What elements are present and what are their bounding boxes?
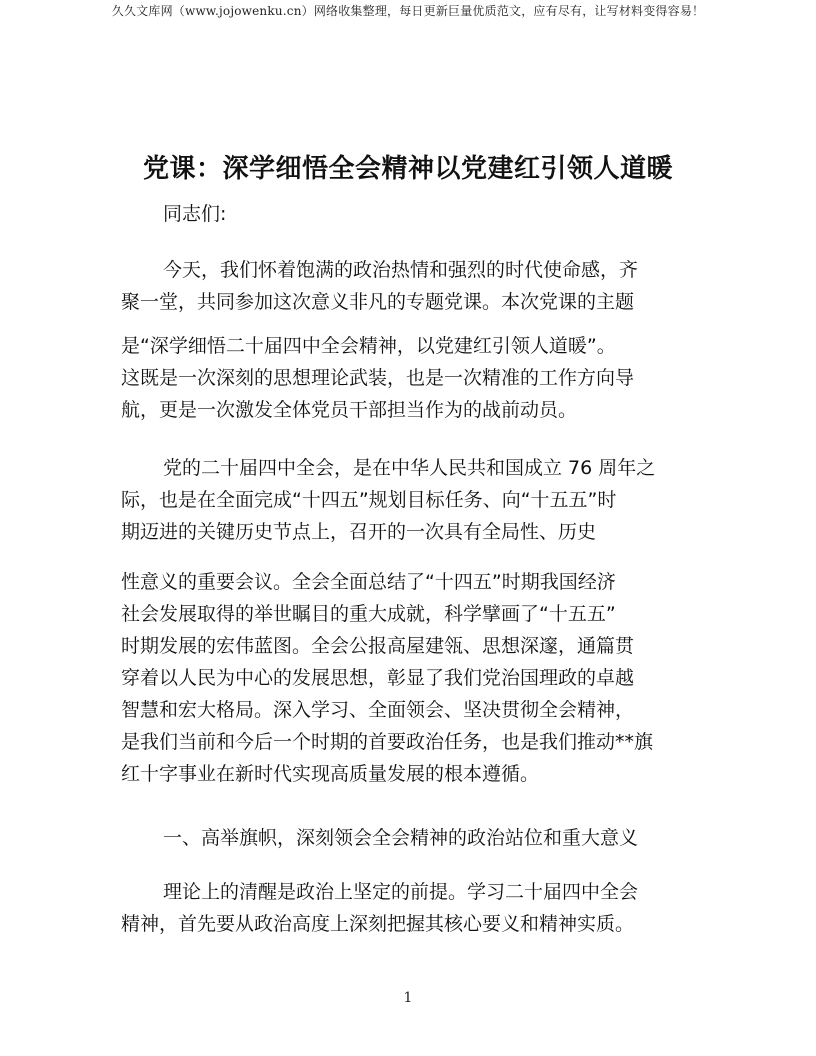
paragraph-line: 这既是一次深刻的思想理论武装，也是一次精准的工作方向导: [121, 367, 635, 389]
paragraph-line: 际，也是在全面完成“十四五”规划目标任务、向“十五五”时: [121, 489, 617, 511]
paragraph-line: 期迈进的关键历史节点上，召开的一次具有全局性、历史: [121, 521, 597, 543]
paragraph-line: 穿着以人民为中心的发展思想，彰显了我们党治国理政的卓越: [121, 667, 635, 689]
paragraph-line: 精神，首先要从政治高度上深刻把握其核心要义和精神实质。: [121, 913, 635, 935]
paragraph-line: 性意义的重要会议。全会全面总结了“十四五”时期我国经济: [121, 571, 616, 593]
document-title: 党课：深学细悟全会精神以党建红引领人道暖: [142, 154, 673, 184]
paragraph-line: 今天，我们怀着饱满的政治热情和强烈的时代使命感，齐: [163, 259, 639, 281]
paragraph-line: 航，更是一次激发全体党员干部担当作为的战前动员。: [121, 399, 578, 421]
paragraph-line: 智慧和宏大格局。深入学习、全面领会、坚决贯彻全会精神，: [121, 699, 635, 721]
paragraph-line: 聚一堂，共同参加这次意义非凡的专题党课。本次党课的主题: [121, 291, 635, 313]
paragraph-intro: [121, 254, 705, 318]
paragraph-theory: [121, 876, 705, 940]
paragraph-line: 是“深学细悟二十届四中全会精神，以党建红引领人道暖”。: [121, 335, 616, 357]
section-heading-1: [121, 822, 705, 854]
paragraph-line: 社会发展取得的举世瞩目的重大成就，科学擘画了“十五五”: [121, 603, 616, 625]
header-banner: 久久文库网（www.jojowenku.cn）网络收集整理，每日更新巨量优质范文，应有尽有，让写材料变得容易！: [111, 4, 705, 18]
paragraph-theme: [121, 330, 705, 426]
paragraph-line: 党的二十届四中全会，是在中华人民共和国成立 76 周年之: [163, 457, 656, 479]
greeting-paragraph: [121, 198, 705, 230]
section-heading-line: 一、高举旗帜，深刻领会全会精神的政治站位和重大意义: [163, 827, 639, 849]
paragraph-line: 是我们当前和今后一个时期的首要政治任务，也是我们推动**旗: [121, 731, 654, 753]
paragraph-line: 红十字事业在新时代实现高质量发展的根本遵循。: [121, 763, 540, 785]
page-number: 1: [403, 990, 413, 1006]
greeting-line: 同志们:: [163, 203, 227, 225]
paragraph-line: 时期发展的宏伟蓝图。全会公报高屋建瓴、思想深邃，通篇贯: [121, 635, 635, 657]
paragraph-significance: [121, 566, 705, 790]
paragraph-plenary: [121, 452, 705, 548]
paragraph-line: 理论上的清醒是政治上坚定的前提。学习二十届四中全会: [163, 881, 639, 903]
